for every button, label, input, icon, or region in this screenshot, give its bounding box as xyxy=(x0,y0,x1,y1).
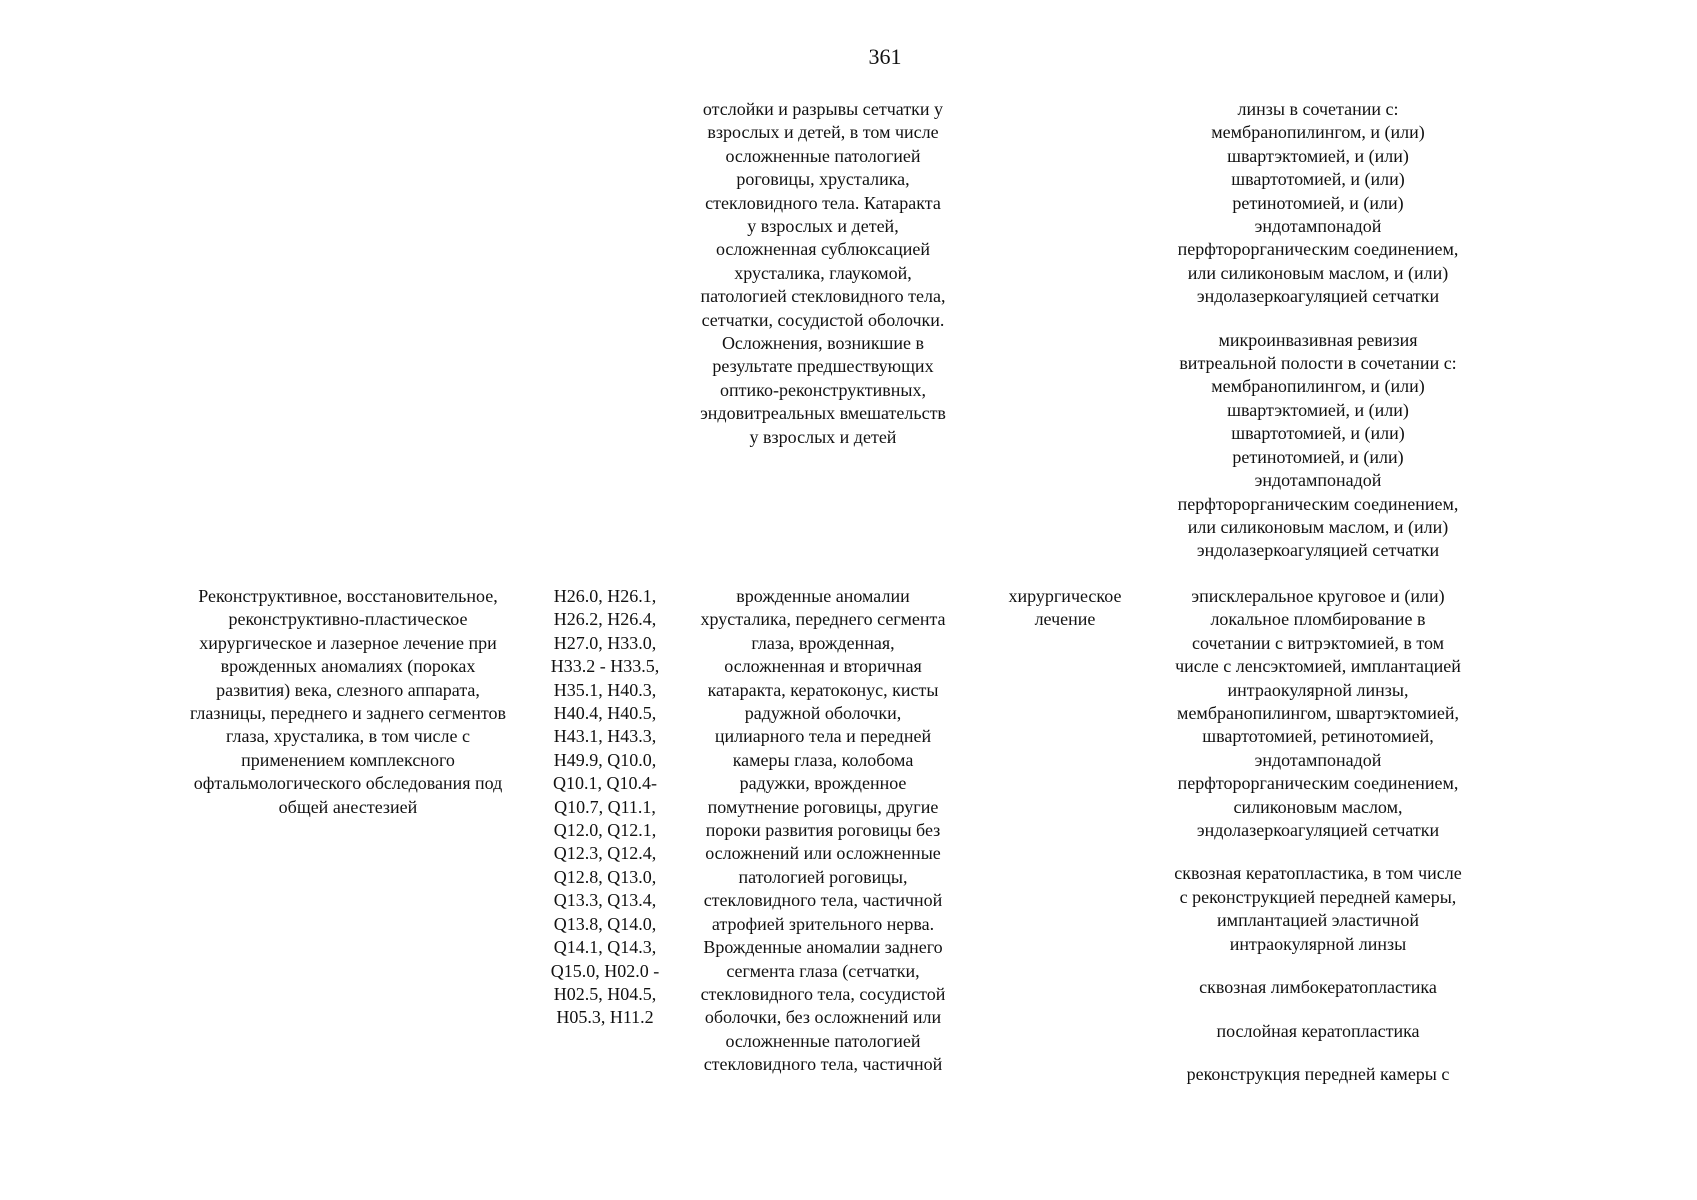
icd-code-line: Q10.1, Q10.4- xyxy=(553,773,657,794)
diagnosis-line: стекловидного тела, частичной xyxy=(703,1054,943,1075)
care-type-line: развития) века, слезного аппарата, xyxy=(216,679,480,700)
row2-method-cell xyxy=(1150,585,1486,1086)
method-line: интраокулярной линзы, xyxy=(1227,679,1409,700)
method-line: перфторорганическим соединением, xyxy=(1177,239,1459,260)
diagnosis-line: пороки развития роговицы без xyxy=(705,820,941,841)
care-type-line: глаза, хрусталика, в том числе с xyxy=(226,726,470,747)
icd-code-line: Q12.8, Q13.0, xyxy=(553,866,657,887)
method-line: реконструкция передней камеры с xyxy=(1186,1063,1450,1084)
care-type-line: Реконструктивное, восстановительное, xyxy=(198,586,498,606)
care-type-line: реконструктивно-пластическое xyxy=(228,609,468,630)
method-line: перфторорганическим соединением, xyxy=(1177,773,1459,794)
icd-code-line: H05.3, H11.2 xyxy=(556,1007,654,1028)
icd-code-line: H02.5, H04.5, xyxy=(553,983,657,1004)
diagnosis-line: камеры глаза, колобома xyxy=(732,749,914,770)
method-line: швартэктомией, и (или) xyxy=(1227,145,1409,166)
diagnosis-line: врожденные аномалии xyxy=(736,586,910,606)
diagnosis-line: взрослых и детей, в том числе xyxy=(707,122,939,143)
method-line: микроинвазивная ревизия xyxy=(1218,329,1418,350)
care-type-line: хирургическое и лазерное лечение при xyxy=(199,632,497,653)
icd-code-line: H49.9, Q10.0, xyxy=(553,749,657,770)
row2-icd-codes-cell xyxy=(537,585,673,1030)
care-type-line: общей анестезией xyxy=(278,796,418,817)
icd-code-line: Q10.7, Q11.1, xyxy=(554,796,656,817)
diagnosis-line: цилиарного тела и передней xyxy=(714,726,932,747)
diagnosis-line: глаза, врожденная, xyxy=(751,632,895,653)
icd-code-line: H33.2 - H33.5, xyxy=(550,656,660,677)
method-line: эндолазеркоагуляцией сетчатки xyxy=(1196,286,1440,307)
page-number: 361 xyxy=(868,44,902,69)
method-line: мембранопилингом, швартэктомией, xyxy=(1177,703,1459,724)
diagnosis-line: сегмента глаза (сетчатки, xyxy=(726,960,920,981)
method-line: эндотампонадой xyxy=(1254,216,1382,237)
method-line: имплантацией эластичной xyxy=(1217,910,1419,931)
diagnosis-line: атрофией зрительного нерва. xyxy=(711,913,935,934)
icd-code-line: H43.1, H43.3, xyxy=(553,726,657,747)
block-spacer xyxy=(1150,842,1486,862)
method-line: ретинотомией, и (или) xyxy=(1232,446,1404,467)
icd-code-line: Q13.3, Q13.4, xyxy=(553,890,657,911)
method-line: витреальной полости в сочетании с: xyxy=(1179,353,1457,374)
diagnosis-line: радужной оболочки, xyxy=(744,703,902,724)
method-line: эндолазеркоагуляцией сетчатки xyxy=(1196,820,1440,841)
method-line: или силиконовым маслом, и (или) xyxy=(1187,516,1449,537)
block-spacer xyxy=(1150,956,1486,976)
icd-code-line: H26.0, H26.1, xyxy=(553,586,657,606)
method-line: мембранопилингом, и (или) xyxy=(1211,122,1425,143)
method-line: сквозная кератопластика, в том числе xyxy=(1174,863,1462,884)
diagnosis-line: оптико-реконструктивных, xyxy=(720,379,926,400)
method-line: сквозная лимбокератопластика xyxy=(1199,977,1437,998)
diagnosis-line: патологией роговицы, xyxy=(738,866,908,887)
diagnosis-line: помутнение роговицы, другие xyxy=(707,796,939,817)
diagnosis-line: оболочки, без осложнений или xyxy=(704,1007,942,1028)
method-line: эписклеральное круговое и (или) xyxy=(1191,586,1445,606)
care-type-line: офтальмологического обследования под xyxy=(193,773,503,794)
row1-method-cell xyxy=(1150,98,1486,563)
row2-treatment-type-cell xyxy=(985,585,1145,632)
icd-code-line: Q13.8, Q14.0, xyxy=(553,913,657,934)
icd-code-line: H35.1, H40.3, xyxy=(553,679,657,700)
diagnosis-line: результате предшествующих xyxy=(712,356,934,377)
diagnosis-line: патологией стекловидного тела, xyxy=(700,286,946,307)
icd-code-line: H40.4, H40.5, xyxy=(553,703,657,724)
diagnosis-line: стекловидного тела, сосудистой xyxy=(700,983,946,1004)
icd-code-line: Q12.0, Q12.1, xyxy=(553,820,657,841)
diagnosis-line: катаракта, кератоконус, кисты xyxy=(707,679,939,700)
care-type-line: применением комплексного xyxy=(241,749,455,770)
diagnosis-line: осложнений или осложненные xyxy=(705,843,941,864)
treatment-type-line: лечение xyxy=(1034,609,1096,630)
method-line: линзы в сочетании с: xyxy=(1237,99,1399,119)
method-line: швартотомией, и (или) xyxy=(1231,169,1405,190)
diagnosis-line: сетчатки, сосудистой оболочки. xyxy=(701,309,945,330)
diagnosis-line: у взрослых и детей, xyxy=(747,216,899,237)
method-line: числе с ленсэктомией, имплантацией xyxy=(1175,656,1461,677)
method-line: ретинотомией, и (или) xyxy=(1232,192,1404,213)
diagnosis-line: осложненная сублюксацией xyxy=(715,239,931,260)
method-line: интраокулярной линзы xyxy=(1229,933,1407,954)
treatment-type-line: хирургическое xyxy=(1008,586,1122,606)
diagnosis-line: радужки, врожденное xyxy=(739,773,907,794)
diagnosis-line: Осложнения, возникшие в xyxy=(721,333,925,354)
diagnosis-line: хрусталика, глаукомой, xyxy=(734,262,912,283)
method-line: послойная кератопластика xyxy=(1216,1020,1420,1041)
diagnosis-line: отслойки и разрывы сетчатки у xyxy=(702,99,944,119)
method-line: сочетании с витрэктомией, в том xyxy=(1191,632,1445,653)
diagnosis-line: осложненные патологией xyxy=(725,145,921,166)
block-spacer xyxy=(1150,1000,1486,1020)
method-line: эндотампонадой xyxy=(1254,470,1382,491)
diagnosis-line: хрусталика, переднего сегмента xyxy=(700,609,946,630)
icd-code-line: Q14.1, Q14.3, xyxy=(553,937,657,958)
diagnosis-line: Врожденные аномалии заднего xyxy=(703,937,943,958)
icd-code-line: Q12.3, Q12.4, xyxy=(553,843,657,864)
row2-diagnosis-cell xyxy=(673,585,973,1077)
method-line: мембранопилингом, и (или) xyxy=(1211,376,1425,397)
method-line: с реконструкцией передней камеры, xyxy=(1179,886,1457,907)
diagnosis-line: у взрослых и детей xyxy=(749,426,897,447)
method-line: эндолазеркоагуляцией сетчатки xyxy=(1196,540,1440,561)
method-line: эндотампонадой xyxy=(1254,749,1382,770)
diagnosis-line: осложненные патологией xyxy=(725,1030,921,1051)
block-spacer xyxy=(1150,1043,1486,1063)
diagnosis-line: стекловидного тела, частичной xyxy=(703,890,943,911)
care-type-line: врожденных аномалиях (пороках xyxy=(220,656,476,677)
icd-code-line: H26.2, H26.4, xyxy=(553,609,657,630)
method-line: локальное пломбирование в xyxy=(1210,609,1426,630)
row1-diagnosis-cell xyxy=(673,98,973,449)
method-line: швартотомией, и (или) xyxy=(1231,423,1405,444)
diagnosis-line: стекловидного тела. Катаракта xyxy=(705,192,941,213)
row2-care-type-cell xyxy=(155,585,541,819)
diagnosis-line: эндовитреальных вмешательств xyxy=(700,403,946,424)
method-line: силиконовым маслом, xyxy=(1233,796,1403,817)
method-line: перфторорганическим соединением, xyxy=(1177,493,1459,514)
care-type-line: глазницы, переднего и заднего сегментов xyxy=(189,703,507,724)
method-line: или силиконовым маслом, и (или) xyxy=(1187,262,1449,283)
icd-code-line: Q15.0, H02.0 - xyxy=(550,960,660,981)
method-line: швартэктомией, и (или) xyxy=(1227,399,1409,420)
block-spacer xyxy=(1150,309,1486,329)
diagnosis-line: осложненная и вторичная xyxy=(724,656,922,677)
diagnosis-line: роговицы, хрусталика, xyxy=(736,169,910,190)
method-line: швартотомией, ретинотомией, xyxy=(1202,726,1434,747)
icd-code-line: H27.0, H33.0, xyxy=(553,632,657,653)
